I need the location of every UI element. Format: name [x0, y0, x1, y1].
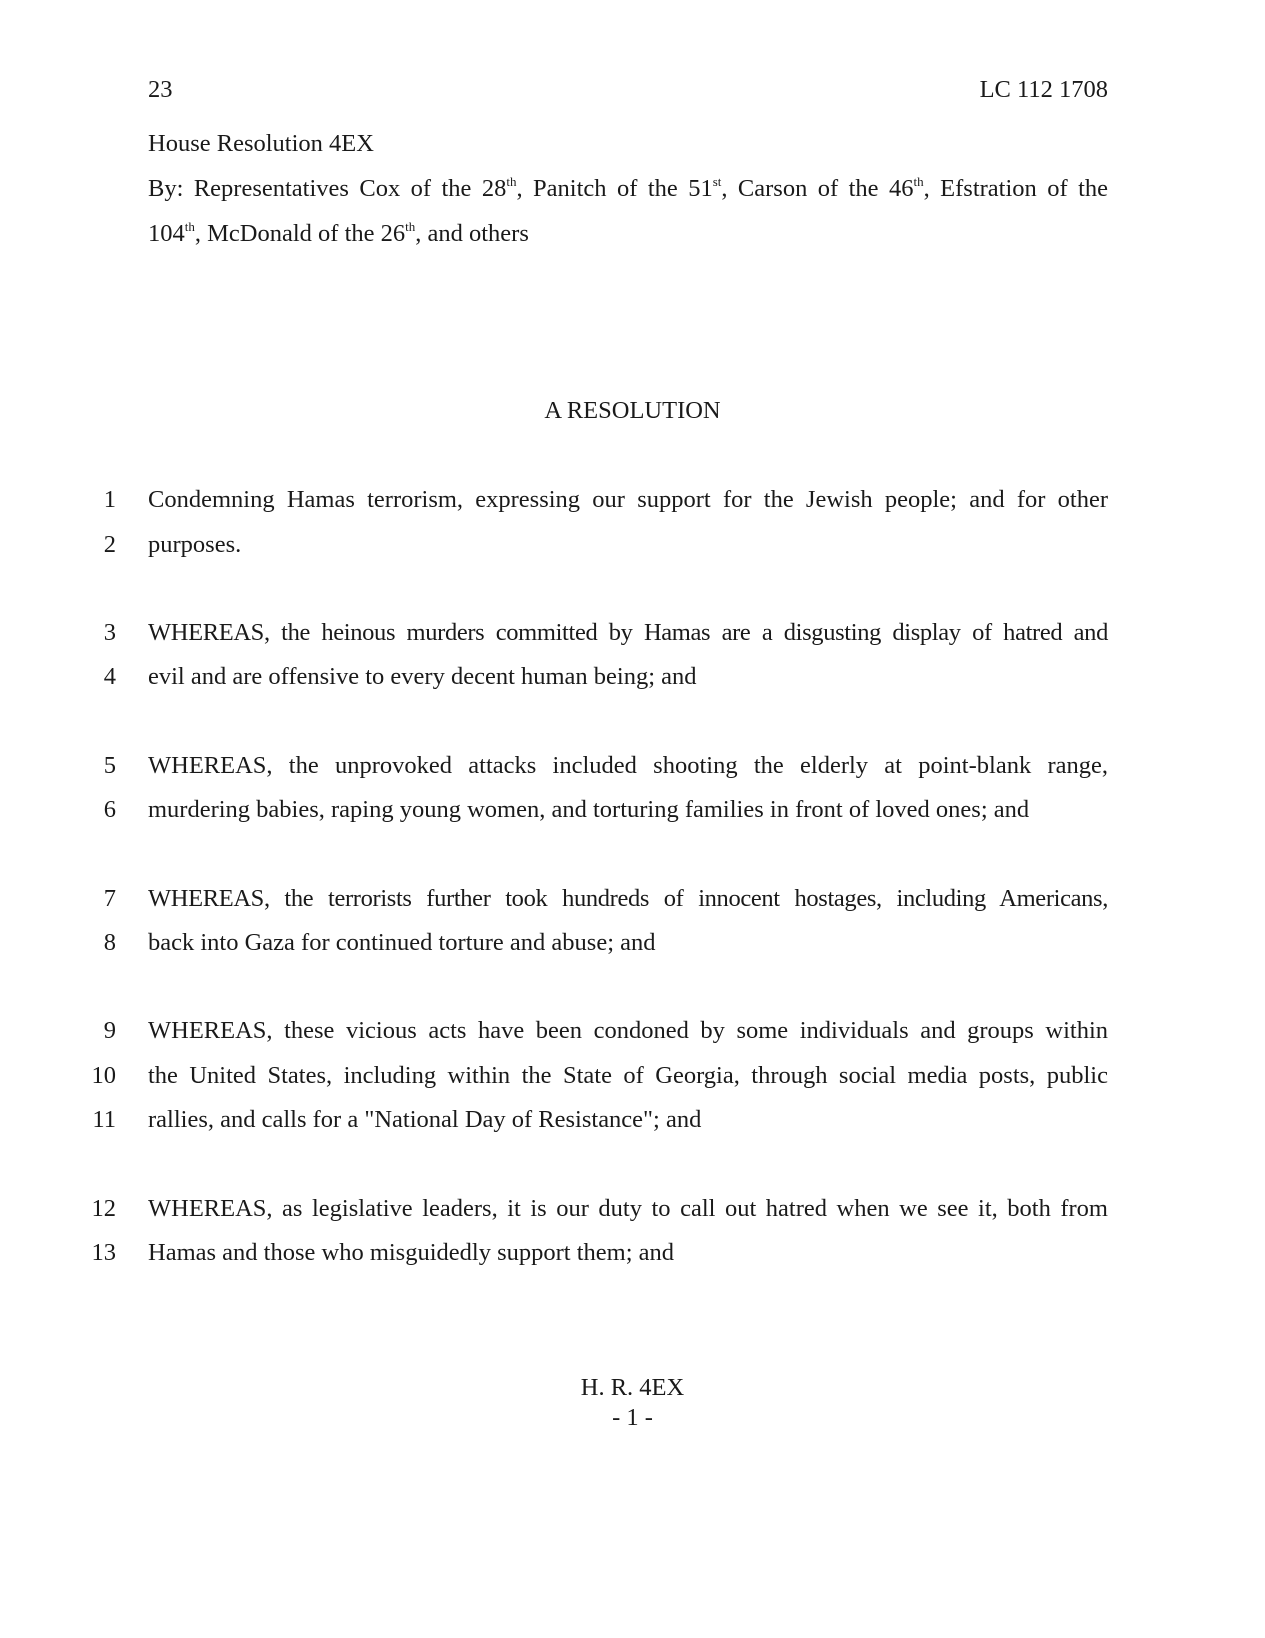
line-number: 4	[103, 663, 116, 690]
line-number: 6	[103, 796, 116, 823]
footer-page-number: - 1 -	[612, 1404, 653, 1431]
line-number: 11	[92, 1106, 116, 1133]
sponsors-line-1: By: Representatives Cox of the 28th, Panitch of the 51st, Carson of the 46th, Efstration of the	[148, 174, 1109, 202]
line-number: 3	[103, 619, 116, 646]
line-text: WHEREAS, as legislative leaders, it is our duty to call out hatred when we see it, both from	[148, 1195, 1108, 1222]
footer-bill: H. R. 4EX	[580, 1374, 685, 1401]
line-text: WHEREAS, these vicious acts have been condoned by some individuals and groups within	[148, 1017, 1108, 1044]
line-number: 1	[103, 486, 116, 513]
line-text: WHEREAS, the heinous murders committed by Hamas are a disgusting display of hatred and	[148, 619, 1108, 646]
lc-number: LC 112 1708	[979, 76, 1108, 103]
line-text: purposes.	[148, 531, 242, 558]
line-text: rallies, and calls for a "National Day of Resistance"; and	[148, 1106, 702, 1133]
line-text: evil and are offensive to every decent human being; and	[148, 663, 697, 690]
line-number: 8	[103, 929, 116, 956]
line-number: 7	[103, 885, 116, 912]
line-text: Condemning Hamas terrorism, expressing our support for the Jewish people; and for other	[148, 486, 1108, 513]
line-text: murdering babies, raping young women, and torturing families in front of loved ones; and	[148, 796, 1030, 823]
line-text: the United States, including within the State of Georgia, through social media posts, public	[148, 1062, 1108, 1089]
line-number: 5	[103, 752, 116, 779]
sponsors-line-2: 104th, McDonald of the 26th, and others	[148, 219, 529, 247]
line-text: WHEREAS, the terrorists further took hundreds of innocent hostages, including Americans,	[148, 885, 1108, 912]
line-number: 13	[91, 1239, 116, 1266]
line-number: 12	[91, 1195, 116, 1222]
line-number: 9	[103, 1017, 116, 1044]
line-text: WHEREAS, the unprovoked attacks included shooting the elderly at point-blank range,	[148, 752, 1108, 779]
line-number: 2	[103, 531, 116, 558]
line-number: 10	[91, 1062, 116, 1089]
page-code: 23	[148, 76, 173, 103]
resolution-title: House Resolution 4EX	[148, 130, 374, 157]
line-text: back into Gaza for continued torture and abuse; and	[148, 929, 656, 956]
resolution-heading: A RESOLUTION	[544, 397, 721, 424]
line-text: Hamas and those who misguidedly support them; and	[148, 1239, 674, 1266]
